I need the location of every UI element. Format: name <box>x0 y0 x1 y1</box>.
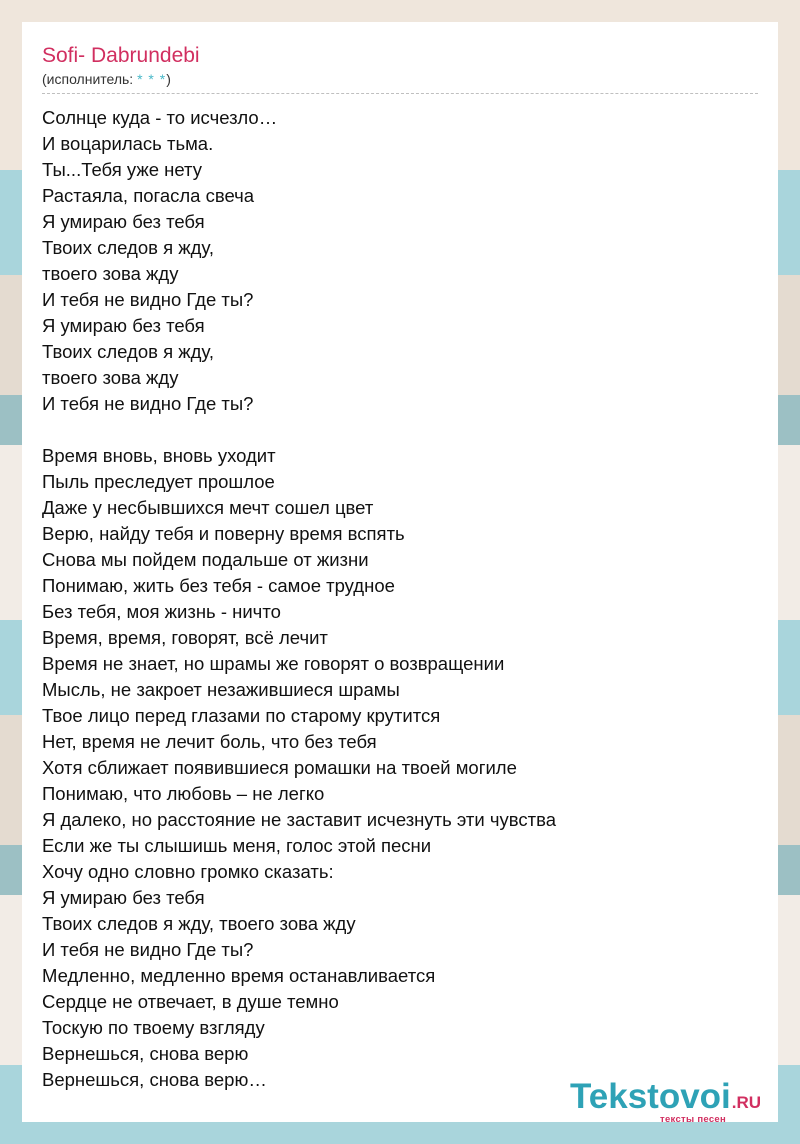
song-header <box>42 42 758 88</box>
lyric-line: Твоих следов я жду, <box>42 237 214 258</box>
lyric-line: Я умираю без тебя <box>42 887 205 908</box>
lyrics-text <box>42 105 758 1093</box>
lyric-line: Твоих следов я жду, твоего зова жду <box>42 913 356 934</box>
lyric-line: Верю, найду тебя и поверну время вспять <box>42 523 405 544</box>
lyric-line: твоего зова жду <box>42 367 179 388</box>
performer-line <box>42 70 758 88</box>
logo-tagline: тексты песен <box>660 1114 727 1125</box>
lyric-line: Твое лицо перед глазами по старому крутится <box>42 705 441 726</box>
lyric-line: И тебя не видно Где ты? <box>42 393 254 414</box>
lyric-line: Мысль, не закроет незажившиеся шрамы <box>42 679 400 700</box>
lyric-line: Нет, время не лечит боль, что без тебя <box>42 731 377 752</box>
lyric-line: И тебя не видно Где ты? <box>42 289 254 310</box>
stanza-gap <box>42 417 758 443</box>
lyric-line: Я умираю без тебя <box>42 211 205 232</box>
lyric-line: Снова мы пойдем подальше от жизни <box>42 549 369 570</box>
lyric-line: Понимаю, жить без тебя - самое трудное <box>42 575 395 596</box>
lyric-line: Вернешься, снова верю <box>42 1043 249 1064</box>
lyric-line: Пыль преследует прошлое <box>42 471 275 492</box>
lyric-line: Твоих следов я жду, <box>42 341 214 362</box>
lyric-line: Вернешься, снова верю… <box>42 1069 267 1090</box>
lyric-line: Хочу одно словно громко сказать: <box>42 861 334 882</box>
logo-word: Tekstovoi <box>570 1077 731 1116</box>
lyric-line: Солнце куда - то исчезло… <box>42 107 278 128</box>
performer-link[interactable]: * * * <box>137 71 167 87</box>
lyric-line: Время вновь, вновь уходит <box>42 445 276 466</box>
lyric-line: Я умираю без тебя <box>42 315 205 336</box>
lyric-line: Если же ты слышишь меня, голос этой песни <box>42 835 432 856</box>
lyric-line: твоего зова жду <box>42 263 179 284</box>
performer-suffix: ) <box>166 71 171 87</box>
site-logo[interactable] <box>570 1077 780 1127</box>
lyric-line: Ты...Тебя уже нету <box>42 159 202 180</box>
lyrics-card <box>22 22 778 1125</box>
logo-tld: .RU <box>731 1093 762 1112</box>
lyric-line: Понимаю, что любовь – не легко <box>42 783 325 804</box>
lyric-line: Время, время, говорят, всё лечит <box>42 627 328 648</box>
header-divider <box>42 93 758 94</box>
lyric-line: Даже у несбывшихся мечт сошел цвет <box>42 497 374 518</box>
lyric-line: Я далеко, но расстояние не заставит исчезнуть эти чувства <box>42 809 557 830</box>
lyric-line: Сердце не отвечает, в душе темно <box>42 991 339 1012</box>
performer-prefix: (исполнитель: <box>42 71 138 87</box>
lyric-line: Хотя сближает появившиеся ромашки на твоей могиле <box>42 757 517 778</box>
lyric-line: Медленно, медленно время останавливается <box>42 965 436 986</box>
lyric-line: Растаяла, погасла свеча <box>42 185 255 206</box>
lyric-line: И воцарилась тьма. <box>42 133 214 154</box>
song-title[interactable]: Sofi- Dabrundebi <box>42 44 200 67</box>
lyric-line: И тебя не видно Где ты? <box>42 939 254 960</box>
lyric-line: Без тебя, моя жизнь - ничто <box>42 601 281 622</box>
lyric-line: Время не знает, но шрамы же говорят о возвращении <box>42 653 505 674</box>
lyric-line: Тоскую по твоему взгляду <box>42 1017 265 1038</box>
